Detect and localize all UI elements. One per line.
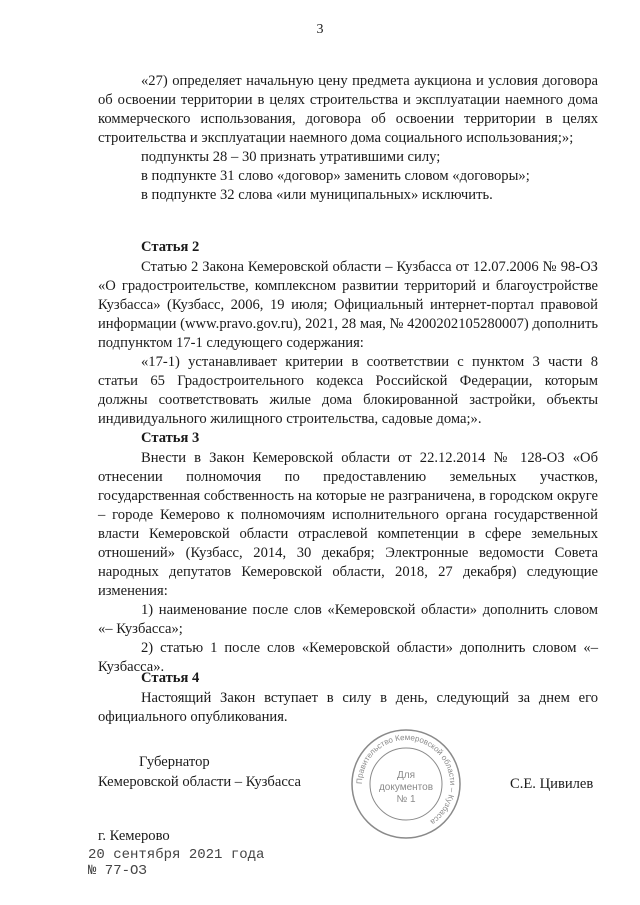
article-2-heading: Статья 2 <box>141 239 200 255</box>
signatory-name: С.Е. Цивилев <box>510 776 594 792</box>
page-number: 3 <box>316 22 324 37</box>
date-stamp-number: № 77-ОЗ <box>88 863 147 879</box>
article-3-heading: Статья 3 <box>141 430 200 446</box>
paragraph: 1) наименование после слов «Кемеровской области» дополнить словом «– Кузбасса»; <box>98 602 598 637</box>
paragraph: Внести в Закон Кемеровской области от 22.12.2014 № 128-ОЗ «Об отнесении полномочия по предоставлению земельных участков, государственная собственность на которые не разграничена, в городском округе – городе Кемерово к полномочиям исполнительного органа государственной власти Кемеровской области отраслевой компетенции в сфере земельных отношений» (Кузбасс, 2014, 30 декабря; Электронные ведомости Совета народных депутатов Кемеровской области, 2018, 27 декабря) следующие изменения: <box>98 450 598 599</box>
signatory-title-line: Губернатор <box>139 754 210 770</box>
amendments-block <box>98 72 598 205</box>
date-stamp-date: 20 сентября 2021 года <box>88 847 265 863</box>
article-4-heading: Статья 4 <box>141 670 200 686</box>
article-4-body <box>98 689 598 727</box>
seal-center-line: № 1 <box>396 794 416 805</box>
paragraph: подпункты 28 – 30 признать утратившими силу; <box>141 149 441 165</box>
seal-center-line: Для <box>396 770 416 781</box>
paragraph: в подпункте 32 слова «или муниципальных» исключить. <box>141 187 493 203</box>
signatory-region-line: Кемеровской области – Кузбасса <box>98 774 301 790</box>
paragraph: «27) определяет начальную цену предмета аукциона и условия договора об освоении территории в целях строительства и эксплуатации наемного дома коммерческого использования, договора об освоении территории в целях строительства и эксплуатации наемного дома социального использования;»; <box>98 73 598 146</box>
article-3-body <box>98 449 598 677</box>
paragraph: 2) статью 1 после слов «Кемеровской области» дополнить словом «– Кузбасса». <box>98 640 598 675</box>
date-stamp <box>88 847 264 879</box>
paragraph: Настоящий Закон вступает в силу в день, следующий за днем его официального опубликования. <box>98 690 598 725</box>
seal-ring-text: Правительство Кемеровской области – Кузбасса <box>354 732 458 827</box>
paragraph: в подпункте 31 слово «договор» заменить словом «договоры»; <box>141 168 530 184</box>
official-seal <box>350 728 462 840</box>
city-of-signing: г. Кемерово <box>98 828 170 844</box>
seal-center-line: документов <box>378 782 434 793</box>
paragraph: Статью 2 Закона Кемеровской области – Кузбасса от 12.07.2006 № 98-ОЗ «О градостроительстве, комплексном развитии территорий и благоустройстве Кузбасса» (Кузбасс, 2006, 19 июля; Официальный интернет-портал правовой информации (www.pravo.gov.ru), 2021, 28 мая, № 4200202105280007) дополнить подпунктом 17-1 следующего содержания: <box>98 259 598 351</box>
article-2-body <box>98 258 598 429</box>
signatory-title <box>98 752 301 792</box>
paragraph: «17-1) устанавливает критерии в соответствии с пунктом 3 части 8 статьи 65 Градостроительного кодекса Российской Федерации, которым должны соответствовать жилые дома блокированной застройки, объекты индивидуального жилищного строительства, садовые дома;». <box>98 354 598 427</box>
